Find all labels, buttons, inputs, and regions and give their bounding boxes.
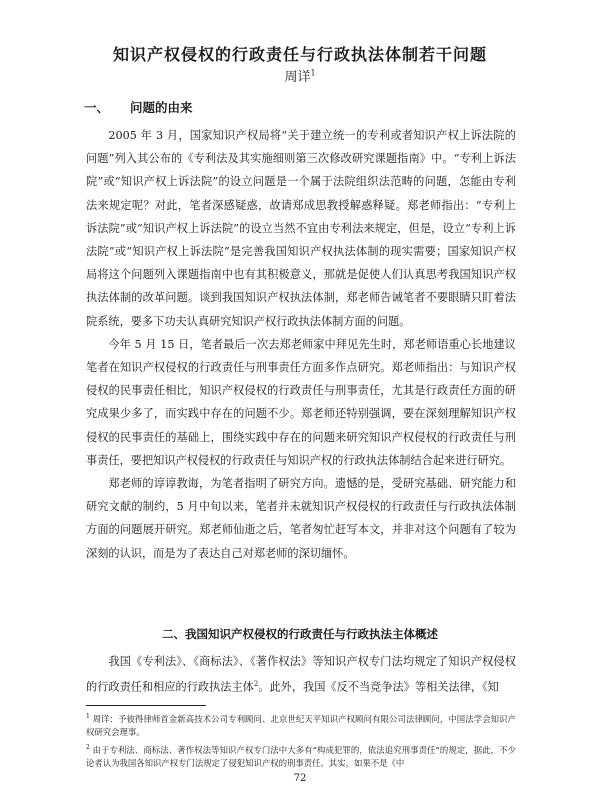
author-name: 周详 [284,70,311,85]
paragraph [86,650,516,699]
section-heading-1 [84,98,193,116]
footnote-divider [86,705,206,706]
footnote-text: 由于专利法、商标法、著作权法等知识产权专门法中大多有“构成犯罪的，依法追究刑事责任”的规定，据此，不少论者认为我国各知识产权专门法规定了侵犯知识产权的刑事责任。其实，如果不是《中 [86,744,516,769]
page-number: 72 [293,773,307,784]
body-text-section-2 [86,650,516,699]
body-text [86,124,516,565]
section-heading-2: 二、我国知识产权侵权的行政责任与行政执法主体概述 [162,627,438,641]
section-number: 一、 [84,100,110,115]
footnote [86,710,516,740]
footnote-text: 周详：予彼得律师首金新高技术公司专利顾问、北京世纪天平知识产权顾问有限公司法律顾问，中国法学会知识产权研究会理事。 [86,713,516,738]
footnotes [86,710,516,772]
paragraph-text: 我国《专利法》、《商标法》、《著作权法》等知识产权专门法均规定了知识产权侵权的行政责任和相应的行政执法主体 [86,655,516,694]
footnote-mark[interactable]: 2 [253,680,259,689]
section-title: 问题的由来 [130,100,193,115]
author-line [0,66,600,85]
paragraph-text-tail: 。此外，我国《反不当竞争法》等相关法律，《知 [258,680,499,694]
paragraph: 郑老师的谆谆教诲，为笔者指明了研究方向。遗憾的是，受研究基础、研究能力和研究文献的制约，5 月中旬以来，笔者并未就知识产权侵权的行政责任与行政执法体制方面的问题展开研究。郑老师仙逝之后，笔者匆忙赶写本文，并非对这个问题有了较为深刻的认识，而是为了表达自己对郑老师的深切缅怀。 [86,477,516,560]
paper-title: 知识产权侵权的行政责任与行政执法体制若干问题 [112,45,487,64]
author-footnote-mark[interactable]: 1 [310,68,316,78]
footnote [86,741,516,771]
footnote-number: 2 [86,743,90,751]
paragraph: 2005 年 3 月，国家知识产权局将“关于建立统一的专利或者知识产权上诉法院的问题”列入其公布的《专利法及其实施细则第三次修改研究课题指南》中。“专利上诉法院”或“知识产权上诉法院”的设立问题是一个属于法院组织法范畴的问题，怎能由专利法来规定呢？对此，笔者深感疑惑，故请郑成思教授解惑释疑。郑老师指出：“专利上诉法院”或“知识产权上诉法院”的设立当然不宜由专利法来规定，但是，设立“专利上诉法院”或“知识产权上诉法院”是完善我国知识产权执法体制的现实需要；国家知识产权局将这个问题列入课题指南中也有其积极意义，那就是促使人们认真思考我国知识产权执法体制的改革问题。谈到我国知识产权执法体制，郑老师告诫笔者不要眼睛只盯着法院系统，要多下功夫认真研究知识产权行政执法体制方面的问题。 [86,129,516,328]
footnote-number: 1 [86,713,90,720]
paragraph: 今年 5 月 15 日，笔者最后一次去郑老师家中拜见先生时，郑老师语重心长地建议笔者在知识产权侵权的行政责任与刑事责任方面多作点研究。郑老师指出：与知识产权侵权的民事责任相比，知识产权侵权的行政责任与刑事责任，尤其是行政责任方面的研究成果少多了，而实践中存在的问题不少。郑老师还特别强调，要在深刻理解知识产权侵权的民事责任的基础上，围绕实践中存在的问题来研究知识产权侵权的行政责任与刑事责任，要把知识产权侵权的行政责任与知识产权的行政执法体制结合起来进行研究。 [86,337,516,467]
